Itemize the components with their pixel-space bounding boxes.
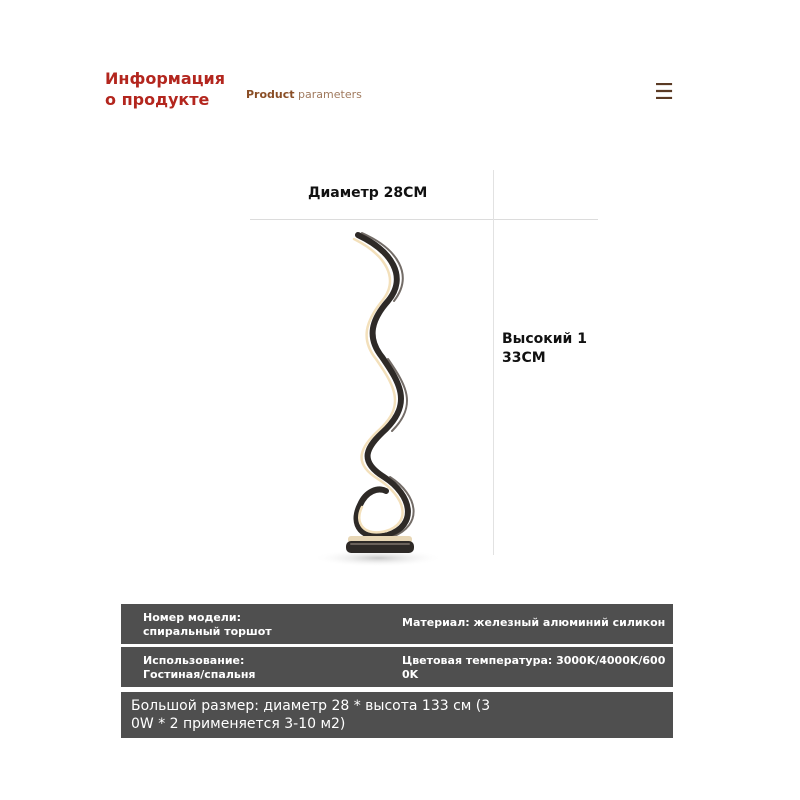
usage-value: Гостиная/спальня <box>143 668 256 681</box>
color-temp-line-2: 0K <box>402 668 419 681</box>
material-cell: Материал: железный алюминий силикон <box>402 616 666 629</box>
model-label: Номер модели: <box>143 611 241 624</box>
model-cell <box>143 611 272 639</box>
size-line-1: Большой размер: диаметр 28 * высота 133 см (3 <box>131 698 491 714</box>
subtitle-bold: Product <box>246 88 295 101</box>
height-divider <box>493 170 494 555</box>
diameter-label: Диаметр 28CM <box>308 185 428 201</box>
size-line-2: 0W * 2 применяется 3-10 м2) <box>131 716 346 732</box>
page-title <box>105 68 225 110</box>
usage-label: Использование: <box>143 654 245 667</box>
lamp-base-rim <box>350 543 410 545</box>
spec-row-model-material <box>121 604 673 644</box>
lamp-spiral-body <box>356 235 407 536</box>
page-title-line-1: Информация <box>105 69 225 88</box>
height-label-line-1: Высокий 1 <box>502 331 587 347</box>
height-label <box>502 330 612 368</box>
spec-row-size <box>121 692 673 738</box>
spiral-lamp-image <box>300 225 470 570</box>
height-label-line-2: 33CM <box>502 350 546 366</box>
diameter-divider <box>250 219 598 220</box>
page-subtitle <box>246 88 362 101</box>
hamburger-icon[interactable]: ☰ <box>654 80 674 105</box>
page-title-line-2: о продукте <box>105 90 210 109</box>
usage-cell <box>143 654 256 682</box>
color-temp-line-1: Цветовая температура: 3000K/4000K/600 <box>402 654 666 667</box>
spec-row-usage-color-temp <box>121 647 673 687</box>
model-value: спиральный торшот <box>143 625 272 638</box>
size-cell <box>131 697 490 733</box>
lamp-base <box>346 541 414 553</box>
subtitle-light: parameters <box>298 88 362 101</box>
color-temp-cell <box>402 654 665 682</box>
